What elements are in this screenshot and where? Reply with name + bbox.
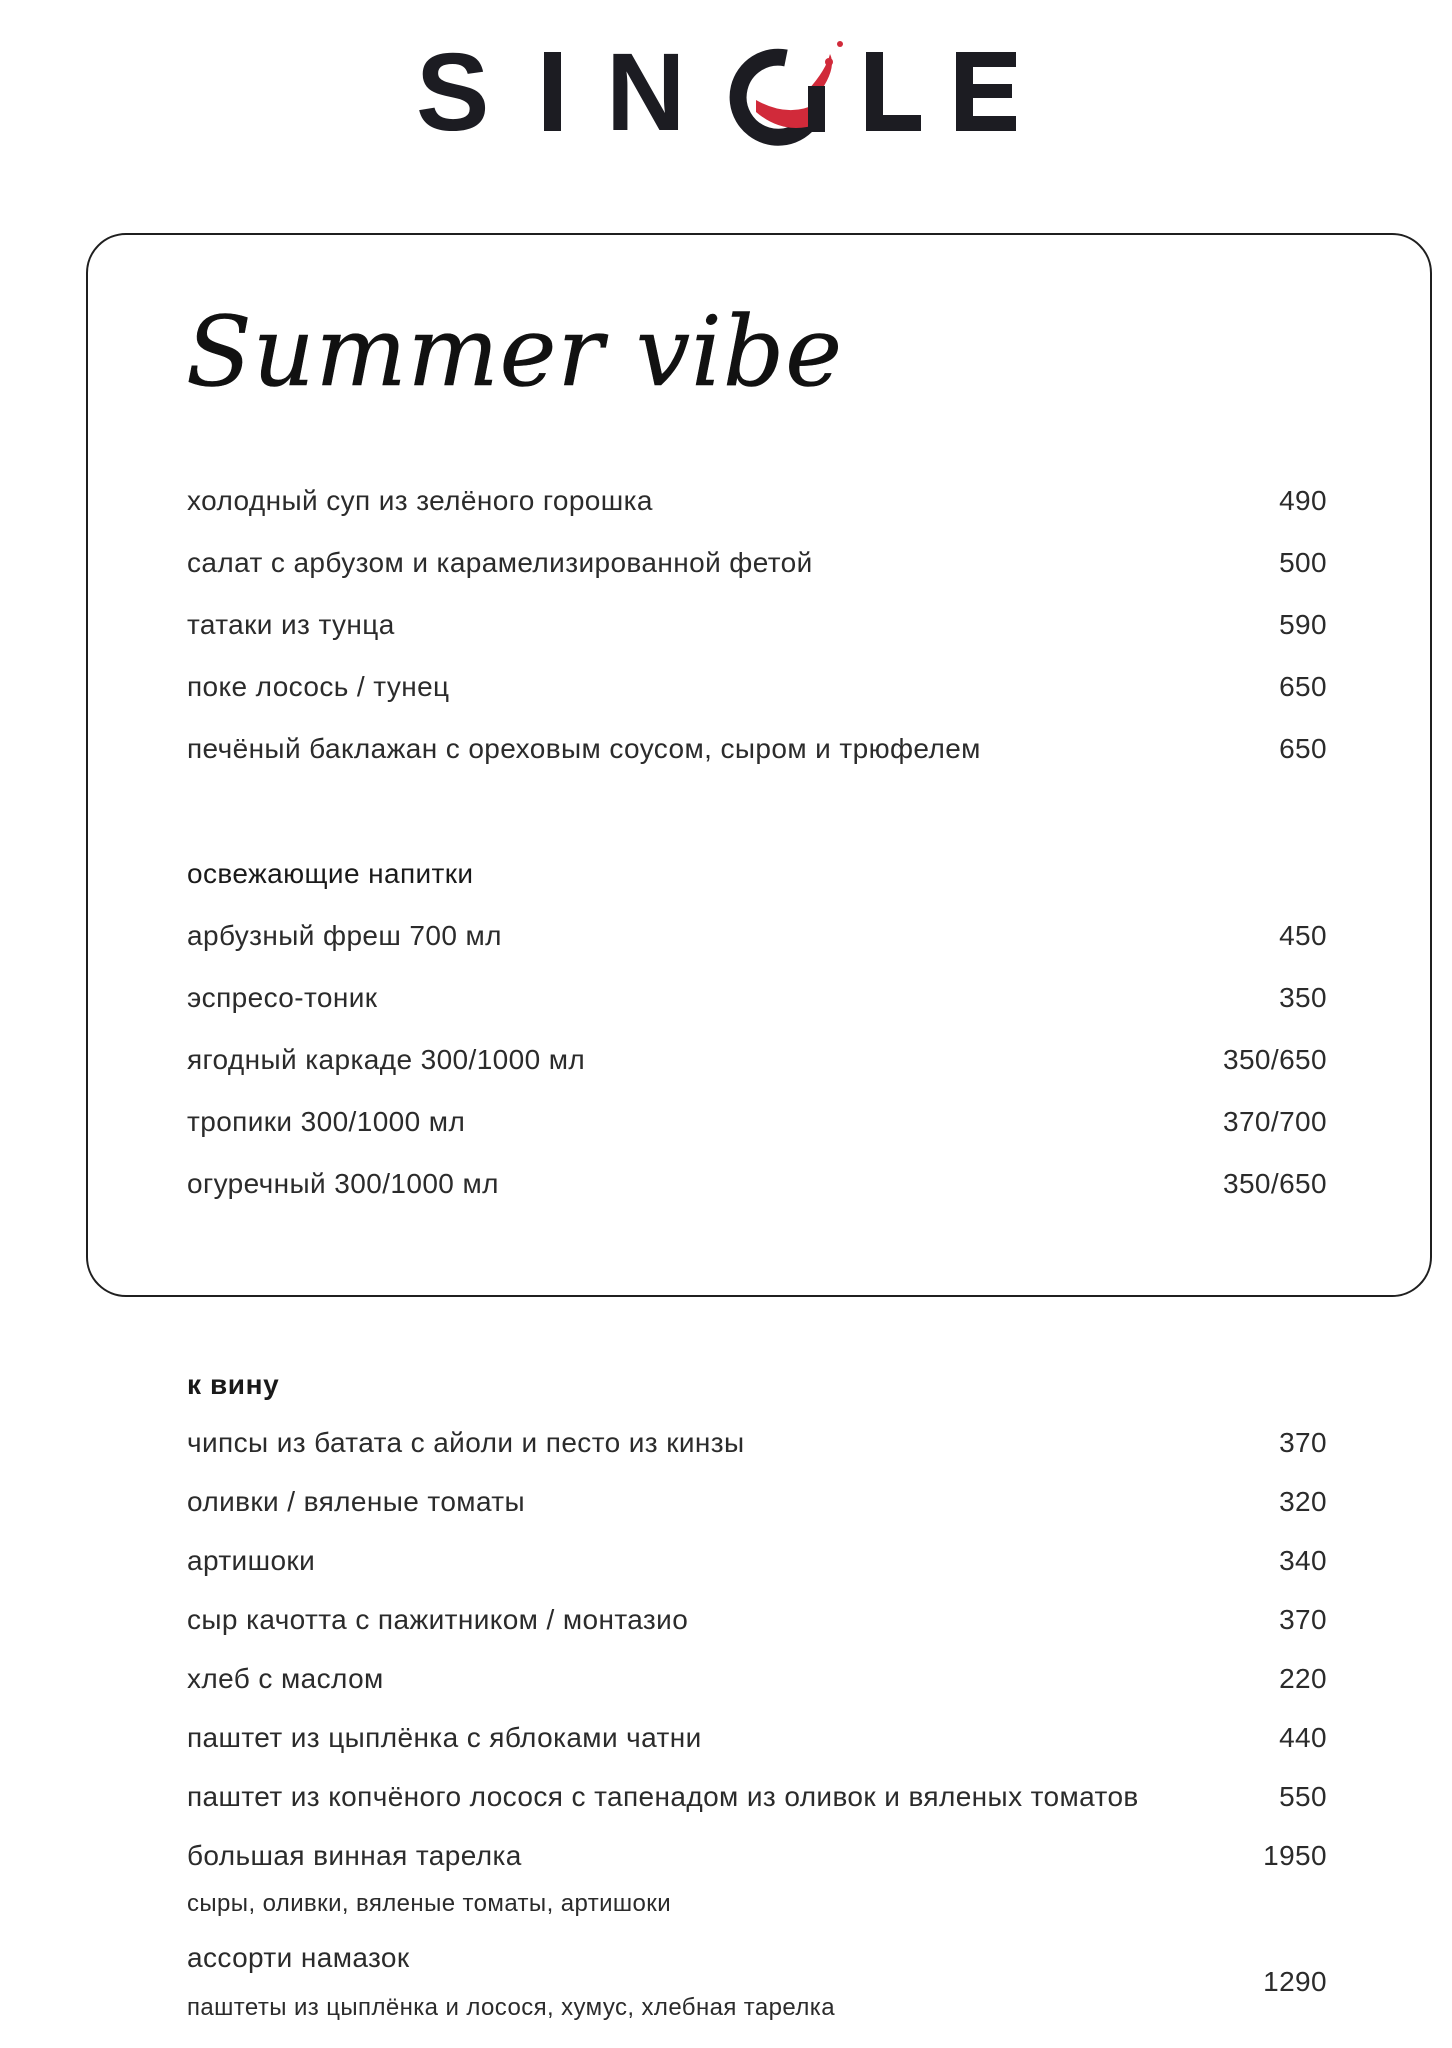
menu-item: [187, 1486, 1327, 1526]
item-price: 350: [1279, 982, 1327, 1013]
menu-item: [187, 1604, 1327, 1644]
menu-item: [187, 1168, 1327, 1208]
item-name: эспресо-тоник: [187, 982, 378, 1013]
item-price: 650: [1279, 733, 1327, 764]
item-description: сыры, оливки, вяленые томаты, артишоки: [187, 1890, 671, 1917]
summer-title: [186, 285, 844, 420]
svg-text:Summer vibe: Summer vibe: [186, 296, 844, 408]
item-price: 590: [1279, 609, 1327, 640]
menu-item: [187, 920, 1327, 960]
item-price: 350/650: [1222, 1168, 1327, 1199]
item-name: арбузный фреш 700 мл: [187, 920, 502, 951]
item-price: 340: [1279, 1545, 1327, 1576]
menu-item: [187, 1106, 1327, 1146]
item-name: оливки / вяленые томаты: [187, 1486, 526, 1517]
item-name: ассорти намазок: [187, 1942, 410, 1973]
menu-item: [187, 1044, 1327, 1084]
menu-item: [187, 485, 1327, 525]
brand-logo: [0, 31, 1452, 154]
item-price: 1290: [1263, 1966, 1327, 1997]
item-description: паштеты из цыплёнка и лосося, хумус, хлебная тарелка: [187, 1994, 835, 2021]
item-name: артишоки: [187, 1545, 316, 1576]
menu-item: [187, 1427, 1327, 1467]
item-price: 320: [1279, 1486, 1327, 1517]
item-price: 370: [1279, 1604, 1327, 1635]
svg-text:N: N: [606, 31, 686, 154]
item-price: 370/700: [1222, 1106, 1327, 1137]
item-price: 450: [1279, 920, 1327, 951]
item-price: 490: [1279, 485, 1327, 516]
drinks-heading: освежающие напитки: [187, 858, 474, 889]
menu-item: [187, 1663, 1327, 1703]
item-name: чипсы из батата с айоли и песто из кинзы: [187, 1427, 745, 1458]
item-name: паштет из копчёного лосося с тапенадом из оливок и вяленых томатов: [187, 1781, 1139, 1812]
item-name: большая винная тарелка: [187, 1840, 522, 1871]
item-name: татаки из тунца: [187, 609, 395, 640]
menu-item: [187, 1781, 1327, 1821]
item-price: 1950: [1263, 1840, 1327, 1871]
item-name: ягодный каркаде 300/1000 мл: [187, 1044, 586, 1075]
item-price: 500: [1279, 547, 1327, 578]
item-name: салат с арбузом и карамелизированной фетой: [187, 547, 813, 578]
item-name: хлеб с маслом: [187, 1663, 384, 1694]
item-price: 650: [1279, 671, 1327, 702]
single-logo-mark: [416, 31, 1036, 154]
item-name: тропики 300/1000 мл: [187, 1106, 466, 1137]
item-price: 550: [1279, 1781, 1327, 1812]
item-price: 350/650: [1222, 1044, 1327, 1075]
item-name: поке лосось / тунец: [187, 671, 450, 702]
menu-item: [187, 547, 1327, 587]
menu-item: [187, 609, 1327, 649]
item-name: холодный суп из зелёного горошка: [187, 485, 653, 516]
menu-item: [187, 671, 1327, 711]
item-name: паштет из цыплёнка с яблоками чатни: [187, 1722, 702, 1753]
svg-text:S: S: [416, 31, 490, 154]
menu-item: [187, 982, 1327, 1022]
menu-item: [187, 1722, 1327, 1762]
item-name: огуречный 300/1000 мл: [187, 1168, 499, 1199]
wine-heading: к вину: [187, 1369, 280, 1400]
menu-item: [187, 1840, 1327, 1880]
menu-item: [187, 1545, 1327, 1585]
item-name: печёный баклажан с ореховым соусом, сыром и трюфелем: [187, 733, 981, 764]
summer-title-script: [186, 285, 844, 415]
item-price: 370: [1279, 1427, 1327, 1458]
item-price: 220: [1279, 1663, 1327, 1694]
item-price: 440: [1279, 1722, 1327, 1753]
item-name: сыр качотта с пажитником / монтазио: [187, 1604, 689, 1635]
menu-item: [187, 733, 1327, 773]
